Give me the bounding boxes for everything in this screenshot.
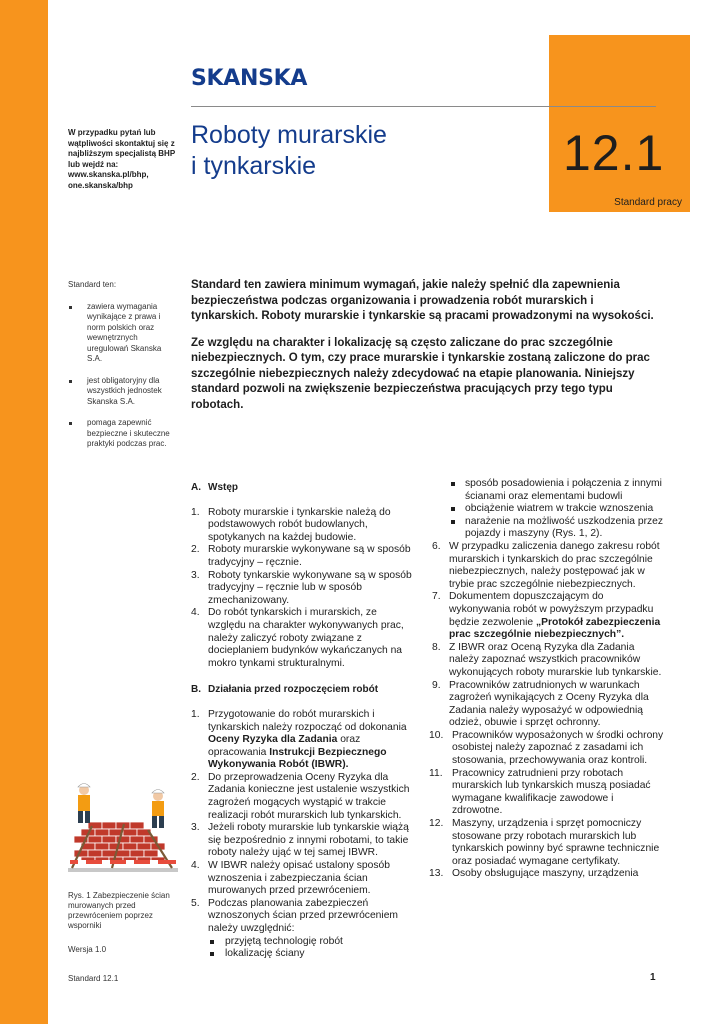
intro-paragraph-2: Ze względu na charakter i lokalizację są często zaliczane do prac szczególnie niebezpiecznych. O tym, czy prace murarskie i tynkarskie zostaną zaliczone do prac szczególnie niebezpiecznych należy zdecydować na etapie planowania. Niniejszy standard pozwoli na zwiększenie bezpieczeństwa pracujących przy tego typu robotach.	[191, 336, 650, 411]
contact-note: W przypadku pytań lub wątpliwości skontaktuj się z najbliższym specjalistą BHP lub wejdź na: www.skanska.pl/bhp, one.skanska/bhp	[68, 128, 176, 190]
list-item: 2. Roboty murarskie wykonywane są w sposób tradycyjny – ręcznie.	[191, 544, 411, 568]
list-item: 1. Roboty murarskie i tynkarskie należą do podstawowych robót budowlanych, spotykanych na każdej budowie.	[191, 506, 391, 543]
figure-caption: Rys. 1 Zabezpieczenie ścian murowanych przed przewróceniem poprzez wsporniki	[68, 891, 170, 930]
section-b-title: Działania przed rozpoczęciem robót	[208, 684, 379, 696]
column-right	[429, 478, 664, 881]
list-item: 3. Jeżeli roboty murarskie lub tynkarskie wiążą się bezpośrednio z innymi robotami, to takie roboty należy ująć w tej samej IBWR.	[191, 822, 409, 859]
intro-paragraph-1: Standard ten zawiera minimum wymagań, jakie należy spełnić dla zapewnienia bezpieczeństwa podczas organizowania i prowadzenia robót murarskich i tynkarskich. Roboty murarskie i tynkarskie są pracami prowadzonymi na wysokości.	[191, 279, 654, 322]
list-item: 13. Osoby obsługujące maszyny, urządzenia	[429, 868, 639, 880]
sidebar-list	[68, 302, 178, 450]
left-accent-bar	[0, 0, 48, 1024]
list-item: 9. Pracowników zatrudnionych w warunkach zagrożeń wynikających z Oceny Ryzyka dla Zadania należy wyposażyć w odpowiednią odzież, obuwie i sprzęt ochronny.	[432, 679, 649, 729]
list-item: 8. Z IBWR oraz Oceną Ryzyka dla Zadania należy zapoznać wszystkich pracowników wykonujących roboty murarskie lub tynkarskie.	[432, 641, 662, 678]
column-left	[191, 478, 416, 961]
list-item: 3. Roboty tynkarskie wykonywane są w sposób tradycyjny – ręcznie lub w sposób zmechanizowany.	[191, 569, 412, 606]
section-b-heading	[191, 684, 416, 697]
version-label: Wersja 1.0	[68, 945, 107, 954]
bullet-item: obciążenie wiatrem w trakcie wznoszenia	[432, 503, 664, 516]
footer-standard: Standard 12.1	[68, 974, 119, 983]
sidebar-item: pomaga zapewnić bezpieczne i skuteczne praktyki podczas prac.	[68, 418, 178, 450]
section-a-heading	[191, 482, 416, 495]
bullet-item: sposób posadowienia i połączenia z innymi ścianami oraz elementami budowli	[432, 478, 664, 503]
wall-bracing-illustration	[68, 776, 178, 884]
bullet-item: lokalizację ściany	[191, 948, 416, 961]
list-item: 5. Podczas planowania zabezpieczeń wznoszonych ścian przed przewróceniem należy uwzględnić:	[191, 897, 399, 934]
bullet-item: przyjętą technologię robót	[191, 936, 416, 949]
section-a-letter: A.	[191, 482, 201, 493]
list-item: 12. Maszyny, urządzenia i sprzęt pomocniczy stosowane przy robotach murarskich lub tynkarskich powinny być sprawne technicznie oraz posiadać wymagane certyfikaty.	[429, 818, 660, 867]
standard-number: 12.1	[563, 125, 665, 181]
sidebar-item: zawiera wymagania wynikające z prawa i norm polskich oraz wewnętrznych uregulowań Skanska S.A.	[68, 302, 178, 365]
sidebar-item: jest obligatoryjny dla wszystkich jednostek Skanska S.A.	[68, 376, 178, 408]
list-item: 4. Do robót tynkarskich i murarskich, ze względu na charakter wykonywanych prac, należy zaliczyć roboty związane z docieplaniem budynków wykańczanych na mokro tynkami strukturalnymi.	[191, 607, 404, 669]
list-item: 10. Pracowników wyposażonych w środki ochrony osobistej należy zapoznać z zasadami ich stosowania, przechowywania oraz kontroli.	[429, 729, 664, 767]
header-divider	[191, 106, 656, 107]
section-b-letter: B.	[191, 684, 201, 696]
standard-label: Standard pracy	[614, 197, 682, 208]
title-line-2: i tynkarskie	[191, 152, 317, 180]
list-item: 11. Pracownicy zatrudnieni przy robotach murarskich lub tynkarskich muszą posiadać wymagane kwalifikacje zawodowe i zdrowotne.	[429, 767, 651, 817]
page-number: 1	[650, 972, 656, 983]
section-a-title: Wstęp	[208, 482, 238, 493]
list-item: 6. W przypadku zaliczenia danego zakresu robót murarskich i tynkarskich do prac szczególnie niebezpiecznych, należy postępować jak w trybie prac szczególnie niebezpiecznych.	[432, 540, 660, 590]
skanska-logo: SKANSKA	[191, 66, 308, 91]
page-title	[191, 120, 387, 182]
list-item: 7. Dokumentem dopuszczającym do wykonywania robót w powyższym przypadku będzie zezwolenie „Protokół zabezpieczenia prac szczególnie niebezpiecznych”.	[432, 591, 661, 641]
title-line-1: Roboty murarskie	[191, 121, 387, 149]
intro-text	[191, 278, 661, 424]
standard-number-box	[549, 35, 690, 212]
list-item: 2. Do przeprowadzenia Oceny Ryzyka dla Zadania konieczne jest ustalenie wszystkich zagrożeń mogących wystąpić w trakcie realizacji robót murarskich lub tynkarskich.	[191, 771, 410, 821]
list-item: 1. Przygotowanie do robót murarskich i tynkarskich należy rozpocząć od dokonania Oceny Ryzyka dla Zadania oraz opracowania Instrukcji Bezpiecznego Wykonywania Robót (IBWR).	[191, 708, 407, 771]
list-item: 4. W IBWR należy opisać ustalony sposób wznoszenia i zabezpieczania ścian murowanych przed przewróceniem.	[191, 860, 390, 897]
sidebar-notes	[68, 280, 178, 461]
sidebar-heading: Standard ten:	[68, 280, 117, 289]
bullet-item: narażenie na możliwość uszkodzenia przez pojazdy i maszyny (Rys. 1, 2).	[432, 516, 664, 541]
